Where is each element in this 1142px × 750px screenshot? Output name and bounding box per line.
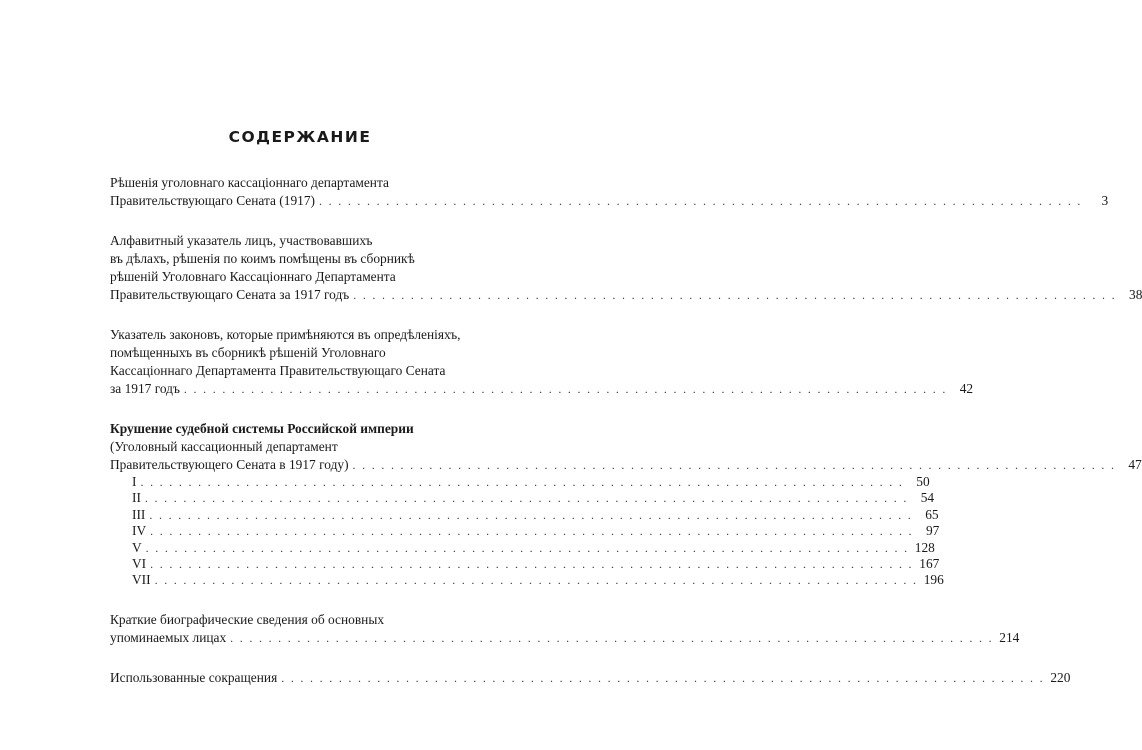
toc-entry[interactable] [110,611,1020,647]
page-number: 3 [1101,193,1109,208]
toc-line [110,362,494,380]
dot-leader: . . . . . . . . . . . . . . . . . . . . . . . . . . . . . . . . . . . . . . . . . . . . . . . . . . . . . . . . . . . . . . . . . . . . . . . . . . . . . . . . [144,491,909,506]
toc-line-text: Кассаціоннаго Департамента Правительствующаго Сената [110,363,446,378]
page-number: 47 [1128,457,1142,472]
subsection-label: III [132,506,146,522]
toc-line-text: рѣшеній Уголовнаго Кассаціоннаго Департамента [110,269,396,284]
toc-line-text: Краткие биографические сведения об основных [110,611,385,627]
dot-leader: . . . . . . . . . . . . . . . . . . . . . . . . . . . . . . . . . . . . . . . . . . . . . . . . . . . . . . . . . . . . . . . . . . . . . . . . . . . . . . . . [145,540,909,555]
page-number: 196 [923,572,944,588]
toc-line-text: въ дѣлахъ, рѣшенія по коимъ помѣщены въ сборникѣ [110,251,415,266]
toc-entry[interactable] [110,326,974,398]
dot-leader: . . . . . . . . . . . . . . . . . . . . . . . . . . . . . . . . . . . . . . . . . . . . . . . . . . . . . . . . . . . . . . . . . . . . . . . . . . . . . . . . [352,458,1116,472]
toc-entry[interactable] [110,232,1142,304]
dot-leader: . . . . . . . . . . . . . . . . . . . . . . . . . . . . . . . . . . . . . . . . . . . . . . . . . . . . . . . . . . . . . . . . . . . . . . . . . . . . . . . . [183,382,948,396]
page-number: 42 [959,381,974,396]
toc-subsection[interactable] [132,506,939,523]
toc-subsection[interactable] [132,556,940,572]
toc-line-text: Правительствующаго Сената за 1917 годъ [110,287,350,302]
toc-line [110,250,494,268]
page-number: 65 [925,506,939,522]
toc-line-text: Правительствующего Сената в 1917 году) [110,457,349,472]
toc-subsection[interactable] [132,490,935,506]
toc-entry[interactable] [110,669,1071,687]
dot-leader: . . . . . . . . . . . . . . . . . . . . . . . . . . . . . . . . . . . . . . . . . . . . . . . . . . . . . . . . . . . . . . . . . . . . . . . . . . . . . . . . [150,557,914,572]
toc-entry[interactable] [110,174,1109,210]
page-number: 97 [925,523,940,539]
toc-line [110,611,494,629]
dot-leader: . . . . . . . . . . . . . . . . . . . . . . . . . . . . . . . . . . . . . . . . . . . . . . . . . . . . . . . . . . . . . . . . . . . . . . . . . . . . . . . . [149,507,913,522]
dot-leader: . . . . . . . . . . . . . . . . . . . . . . . . . . . . . . . . . . . . . . . . . . . . . . . . . . . . . . . . . . . . . . . . . . . . . . . . . . . . . . . . [353,288,1117,302]
page-number: 54 [920,490,935,506]
toc-line [110,268,494,286]
subsection-label: VII [132,572,151,588]
toc-line [110,380,974,398]
subsection-label: I [132,474,137,489]
toc-line [110,438,494,456]
subsection-label: V [132,539,142,555]
page-number: 128 [914,539,935,555]
toc-line-text: Алфавитный указатель лицъ, участвовавшихъ [110,233,373,248]
page-number: 38 [1129,287,1142,302]
toc-line [110,344,494,362]
page-number: 50 [916,474,930,489]
dot-leader: . . . . . . . . . . . . . . . . . . . . . . . . . . . . . . . . . . . . . . . . . . . . . . . . . . . . . . . . . . . . . . . . . . . . . . . . . . . . . . . . [230,630,994,645]
toc-section-title [110,420,494,438]
toc-subsections [110,474,944,589]
subsection-label: II [132,490,141,506]
toc-subsection[interactable] [132,523,940,539]
dot-leader: . . . . . . . . . . . . . . . . . . . . . . . . . . . . . . . . . . . . . . . . . . . . . . . . . . . . . . . . . . . . . . . . . . . . . . . . . . . . . . . . [154,573,918,588]
page-number: 167 [919,556,940,572]
toc-line-text: за 1917 годъ [110,381,180,396]
toc-line-text: упоминаемых лицах [110,629,227,645]
toc-entry[interactable] [110,420,1142,589]
toc-line [110,174,494,192]
toc-line-text: помѣщенныхъ въ сборникѣ рѣшеній Уголовнаго [110,345,386,360]
toc-line [110,456,1142,474]
toc-line-text: Рѣшенія уголовнаго кассаціоннаго департамента [110,175,389,190]
dot-leader: . . . . . . . . . . . . . . . . . . . . . . . . . . . . . . . . . . . . . . . . . . . . . . . . . . . . . . . . . . . . . . . . . . . . . . . . . . . . . . . . [281,670,1045,685]
toc-subsection[interactable] [132,572,944,588]
page-title: СОДЕРЖАНИЕ [228,128,372,146]
toc-subsection[interactable] [132,539,935,556]
toc-line [110,669,1071,687]
toc-line-text: Использованные сокращения [110,669,278,685]
toc-line [110,326,494,344]
subsection-label: IV [132,523,147,539]
toc-line [110,286,1142,304]
dot-leader: . . . . . . . . . . . . . . . . . . . . . . . . . . . . . . . . . . . . . . . . . . . . . . . . . . . . . . . . . . . . . . . . . . . . . . . . . . . . . . . . [319,194,1083,208]
toc-line [110,232,494,250]
toc-line [110,192,1109,210]
page-number: 214 [999,629,1020,645]
toc-line-text: Крушение судебной системы Российской империи [110,421,414,436]
toc-line-text: (Уголовный кассационный департамент [110,439,338,454]
table-of-contents [110,174,1142,709]
toc-subsection[interactable] [132,474,930,490]
dot-leader: . . . . . . . . . . . . . . . . . . . . . . . . . . . . . . . . . . . . . . . . . . . . . . . . . . . . . . . . . . . . . . . . . . . . . . . . . . . . . . . . [140,475,904,489]
toc-line-text: Правительствующаго Сената (1917) [110,193,316,208]
page-number: 220 [1050,669,1071,685]
subsection-label: VI [132,556,147,572]
toc-line-text: Указатель законовъ, которые примѣняются въ опредѣленіяхъ, [110,327,461,342]
toc-line [110,629,1020,647]
dot-leader: . . . . . . . . . . . . . . . . . . . . . . . . . . . . . . . . . . . . . . . . . . . . . . . . . . . . . . . . . . . . . . . . . . . . . . . . . . . . . . . . [150,524,914,539]
